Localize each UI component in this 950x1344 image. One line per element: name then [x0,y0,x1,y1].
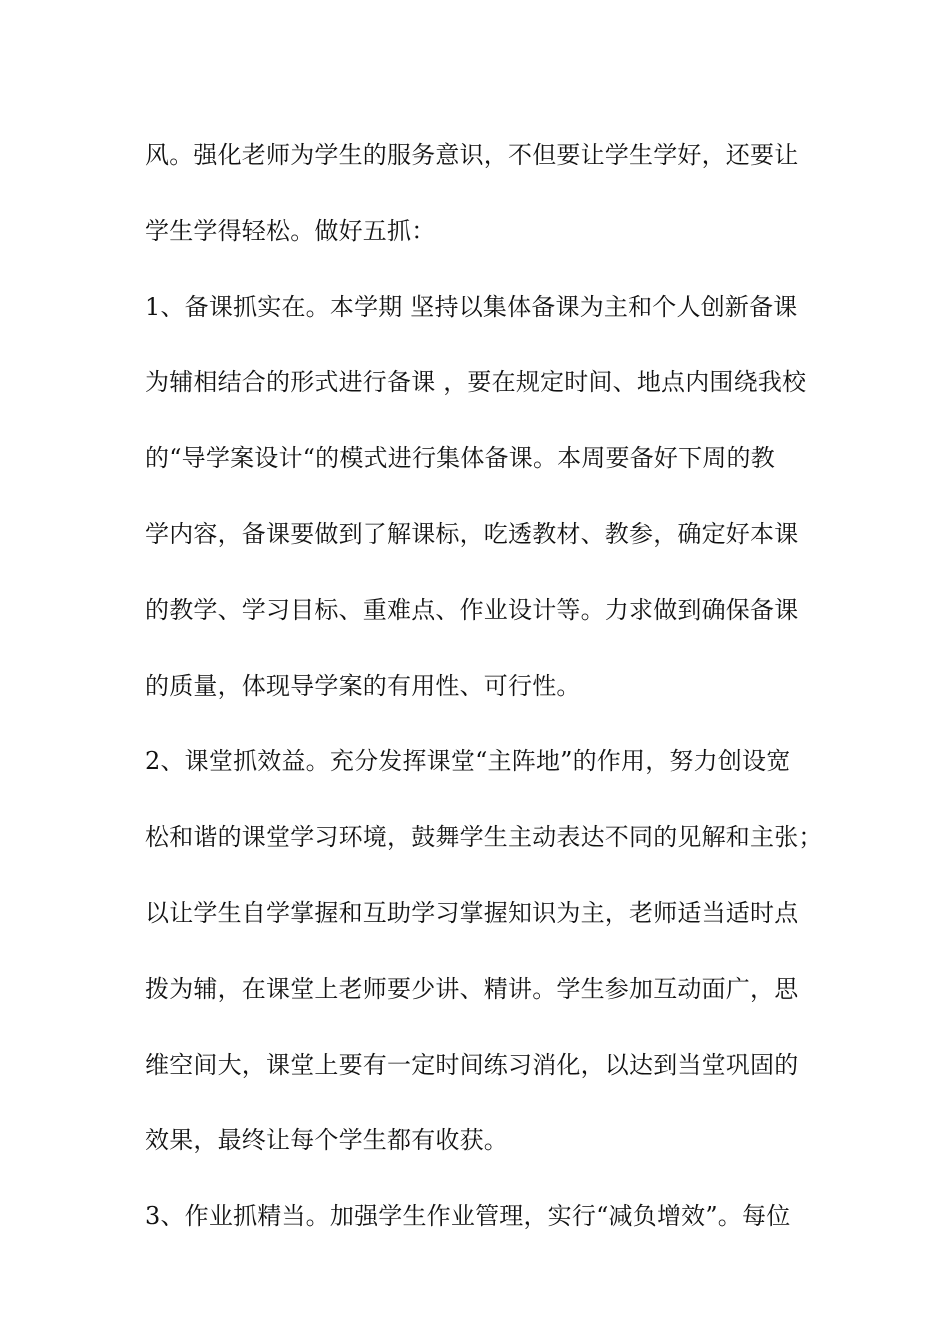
body-text [145,130,823,1267]
text-line: 3、作业抓精当。加强学生作业管理，实行“减负增效”。每位 [145,1202,791,1231]
text-line: 风。强化老师为学生的服务意识，不但要让学生学好，还要让 [145,141,799,169]
text-line: 2、课堂抓效益。充分发挥课堂“主阵地”的作用，努力创设宽 [145,747,791,776]
text-line: 拨为辅，在课堂上老师要少讲、精讲。学生参加互动面广，思 [145,974,799,1003]
text-line: 效果，最终让每个学生都有收获。 [145,1126,508,1155]
text-line: 的教学、学习目标、重难点、作业设计等。力求做到确保备课 [145,595,799,624]
text-line: 学生学得轻松。做好五抓： [145,216,436,245]
text-line: 松和谐的课堂学习环境，鼓舞学生主动表达不同的见解和主张； [145,823,823,852]
text-line: 1、备课抓实在。本学期 坚持以集体备课为主和个人创新备课 [145,292,798,321]
text-line: 维空间大，课堂上要有一定时间练习消化，以达到当堂巩固的 [145,1050,799,1079]
text-line: 以让学生自学掌握和互助学习掌握知识为主，老师适当适时点 [145,898,799,927]
text-line: 学内容，备课要做到了解课标，吃透教材、教参，确定好本课 [145,519,799,548]
text-line: 为辅相结合的形式进行备课 ，要在规定时间、地点内围绕我校 [145,368,807,397]
text-line: 的“导学案设计“的模式进行集体备课。本周要备好下周的教 [145,444,775,473]
text-line: 的质量，体现导学案的有用性、可行性。 [145,671,581,700]
